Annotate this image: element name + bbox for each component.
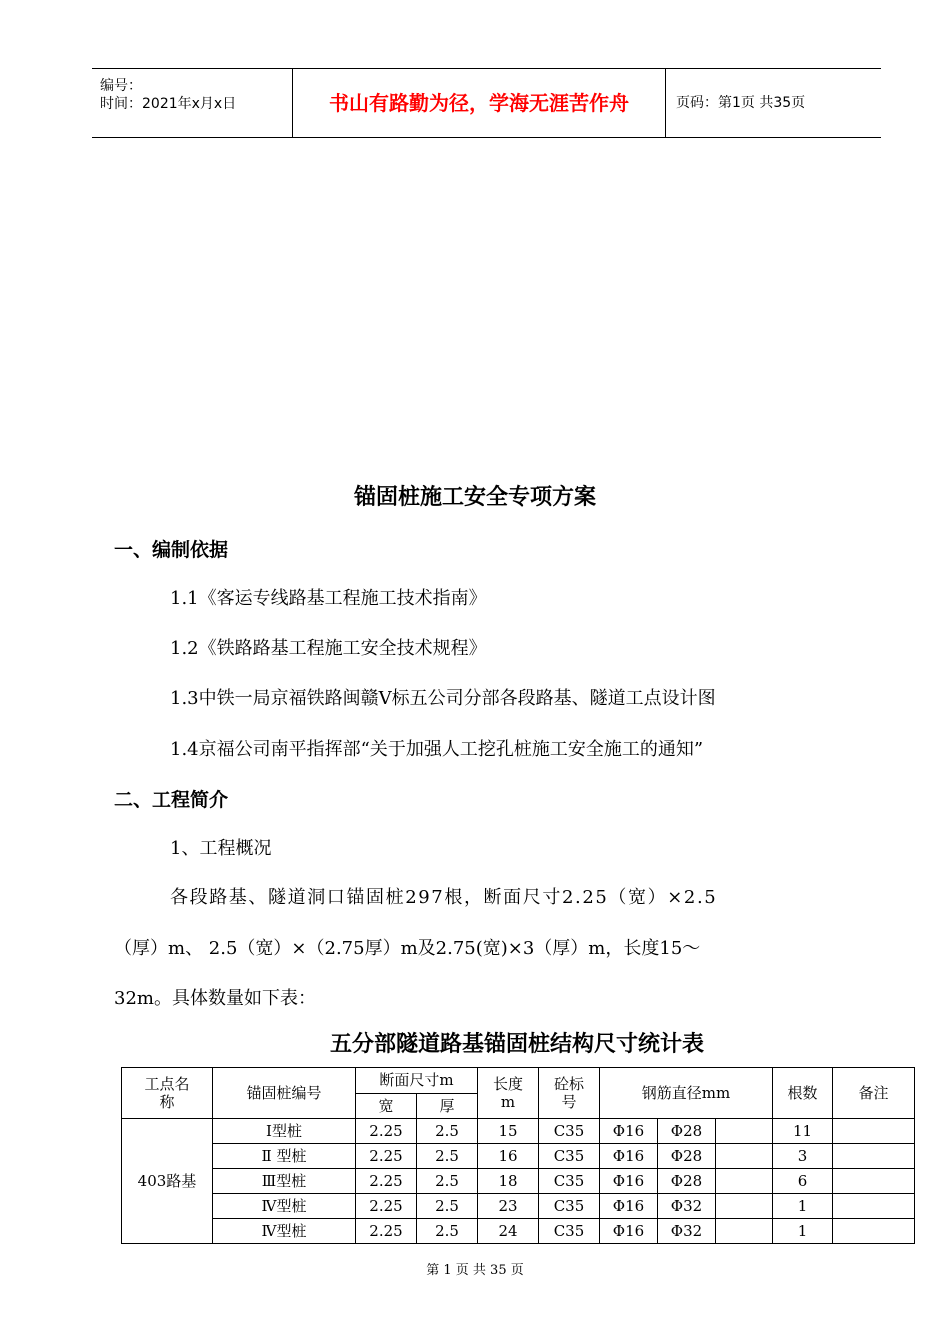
basis-item-3: 1.3中铁一局京福铁路闽赣Ⅴ标五公司分部各段路基、隧道工点设计图	[170, 688, 716, 709]
header-concrete: 砼标 号	[539, 1068, 600, 1119]
header-page-info: 页码：第1页 共35页	[676, 95, 806, 111]
basis-item-1: 1.1《客运专线路基工程施工技术指南》	[170, 588, 487, 609]
table-row: Ⅳ型桩 2.25 2.5 24 C35 Φ16 Φ32 1	[122, 1219, 915, 1244]
overview-paragraph-line-2: （厚）m、 2.5（宽）×（2.75厚）m及2.75(宽)×3（厚）m，长度15～	[114, 938, 701, 959]
basis-item-4: 1.4京福公司南平指挥部“关于加强人工挖孔桩施工安全施工的通知”	[170, 739, 704, 760]
table-row: Ⅱ 型桩 2.25 2.5 16 C35 Φ16 Φ28 3	[122, 1144, 915, 1169]
header-count: 根数	[773, 1068, 833, 1119]
table-title: 五分部隧道路基锚固桩结构尺寸统计表	[329, 1032, 704, 1057]
header-meta	[92, 69, 293, 137]
document-title: 锚固桩施工安全专项方案	[353, 485, 596, 510]
overview-paragraph-line-3: 32m。具体数量如下表：	[114, 988, 316, 1009]
header-section: 断面尺寸m	[356, 1068, 478, 1094]
table-row: 403路基 Ⅰ型桩 2.25 2.5 15 C35 Φ16 Φ28 11	[122, 1119, 915, 1144]
overview-paragraph-line-1: 各段路基、隧道洞口锚固桩297根，断面尺寸2.25（宽）×2.5	[170, 887, 718, 908]
table-row: Ⅲ型桩 2.25 2.5 18 C35 Φ16 Φ28 6	[122, 1169, 915, 1194]
header-thickness: 厚	[417, 1093, 478, 1119]
header-pile-no: 锚固桩编号	[213, 1068, 356, 1119]
page-footer: 第 1 页 共 35 页	[426, 1263, 524, 1278]
doc-number-label: 编号：	[100, 78, 142, 94]
basis-item-2: 1.2《铁路路基工程施工安全技术规程》	[170, 638, 487, 659]
section-heading-basis: 一、编制依据	[114, 539, 229, 561]
site-cell: 403路基	[122, 1119, 213, 1244]
doc-time-label: 时间：2021年x月x日	[100, 96, 237, 112]
header-rebar: 钢筋直径mm	[600, 1068, 773, 1119]
subsection-heading: 1、工程概况	[170, 838, 272, 859]
page-header	[92, 68, 881, 138]
header-width: 宽	[356, 1093, 417, 1119]
header-length: 长度 m	[478, 1068, 539, 1119]
header-note: 备注	[833, 1068, 915, 1119]
header-site: 工点名 称	[122, 1068, 213, 1119]
table-row: Ⅳ型桩 2.25 2.5 23 C35 Φ16 Φ32 1	[122, 1194, 915, 1219]
section-heading-overview: 二、工程简介	[114, 789, 229, 811]
header-motto: 书山有路勤为径，学海无涯苦作舟	[293, 69, 666, 137]
pile-dimension-table	[121, 1067, 915, 1244]
